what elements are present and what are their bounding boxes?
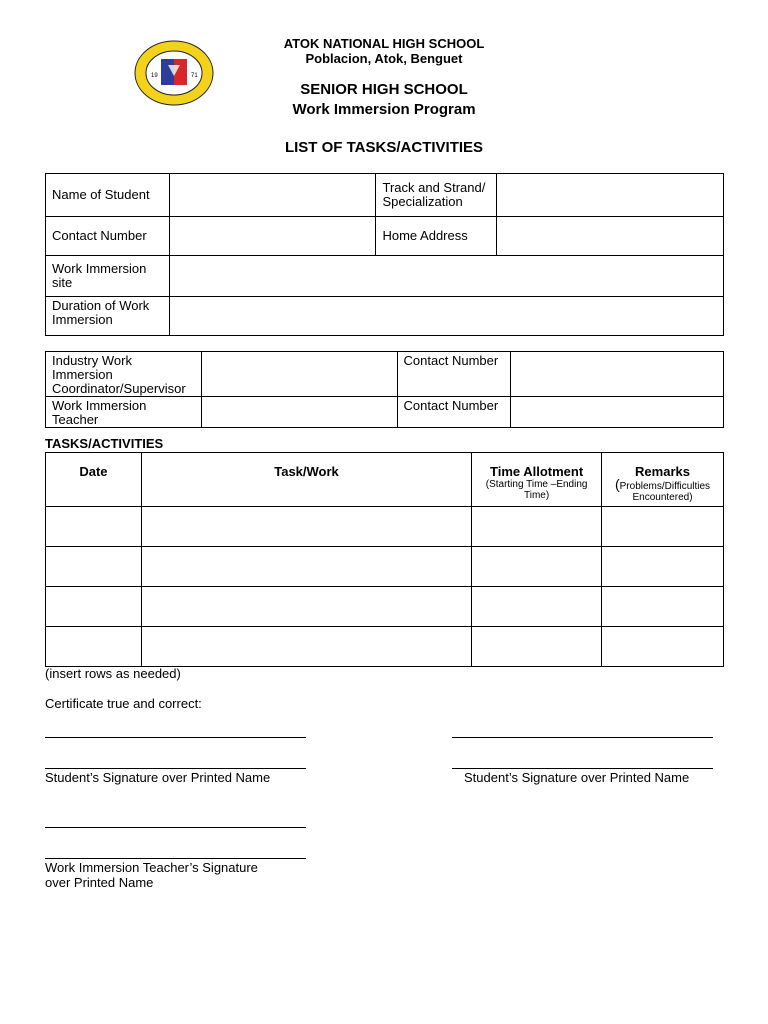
teacher-field[interactable]: [201, 397, 397, 428]
teacher-contact-label: Contact Number: [397, 397, 511, 428]
home-address-label: Home Address: [376, 217, 497, 256]
remarks-cell[interactable]: [602, 547, 724, 587]
signature-line: [45, 768, 306, 769]
school-name: ATOK NATIONAL HIGH SCHOOL: [283, 36, 485, 51]
signature-line: [45, 858, 306, 859]
tasks-section-label: TASKS/ACTIVITIES: [45, 436, 164, 451]
time-cell[interactable]: [472, 627, 602, 667]
teacher-signature-caption-2: over Printed Name: [45, 875, 154, 890]
signature-line: [45, 827, 306, 828]
tasks-table: [45, 452, 724, 667]
time-column-header: Time Allotment (Starting Time –Ending Time): [472, 453, 602, 507]
track-strand-label: Track and Strand/ Specialization: [376, 174, 497, 217]
task-cell[interactable]: [141, 627, 471, 667]
duration-label: Duration of Work Immersion: [46, 297, 170, 336]
coordinator-contact-field[interactable]: [511, 352, 724, 397]
student-signature-caption-right: Student’s Signature over Printed Name: [464, 770, 690, 785]
svg-text:19: 19: [151, 73, 158, 79]
coordinator-label: Industry Work Immersion Coordinator/Supervisor: [46, 352, 202, 397]
coordinator-field[interactable]: [201, 352, 397, 397]
remarks-cell[interactable]: [602, 627, 724, 667]
date-cell[interactable]: [46, 547, 142, 587]
name-of-student-field[interactable]: [169, 174, 376, 217]
duration-field[interactable]: [169, 297, 723, 336]
date-column-header: Date: [46, 453, 142, 507]
immersion-site-label: Work Immersion site: [46, 256, 170, 297]
name-of-student-label: Name of Student: [46, 174, 170, 217]
signature-line: [45, 737, 306, 738]
svg-text:71: 71: [191, 73, 198, 79]
student-signature-caption-left: Student’s Signature over Printed Name: [45, 770, 271, 785]
table-row: [46, 587, 724, 627]
date-cell[interactable]: [46, 587, 142, 627]
time-cell[interactable]: [472, 587, 602, 627]
time-cell[interactable]: [472, 547, 602, 587]
teacher-signature-caption: Work Immersion Teacher’s Signature: [45, 860, 258, 875]
contact-number-label: Contact Number: [46, 217, 170, 256]
remarks-cell[interactable]: [602, 507, 724, 547]
task-column-header: Task/Work: [141, 453, 471, 507]
remarks-column-header: Remarks (Problems/Difficulties Encountered): [602, 453, 724, 507]
task-cell[interactable]: [141, 507, 471, 547]
table-row: [46, 547, 724, 587]
home-address-field[interactable]: [497, 217, 724, 256]
time-cell[interactable]: [472, 507, 602, 547]
program-level: SENIOR HIGH SCHOOL: [300, 81, 468, 98]
coordinator-contact-label: Contact Number: [397, 352, 511, 397]
task-cell[interactable]: [141, 587, 471, 627]
track-strand-field[interactable]: [497, 174, 724, 217]
date-cell[interactable]: [46, 507, 142, 547]
supervisor-table: [45, 351, 724, 428]
teacher-label: Work Immersion Teacher: [46, 397, 202, 428]
contact-number-field[interactable]: [169, 217, 376, 256]
certification-statement: Certificate true and correct:: [45, 696, 202, 711]
task-cell[interactable]: [141, 547, 471, 587]
teacher-contact-field[interactable]: [511, 397, 724, 428]
insert-rows-note: (insert rows as needed): [45, 666, 181, 681]
remarks-cell[interactable]: [602, 587, 724, 627]
school-address: Poblacion, Atok, Benguet: [305, 51, 463, 66]
student-info-table: [45, 173, 724, 336]
signature-line: [452, 737, 713, 738]
signature-line: [452, 768, 713, 769]
program-name: Work Immersion Program: [292, 101, 476, 118]
table-row: [46, 507, 724, 547]
table-row: [46, 627, 724, 667]
page-title: LIST OF TASKS/ACTIVITIES: [284, 139, 484, 156]
date-cell[interactable]: [46, 627, 142, 667]
immersion-site-field[interactable]: [169, 256, 723, 297]
